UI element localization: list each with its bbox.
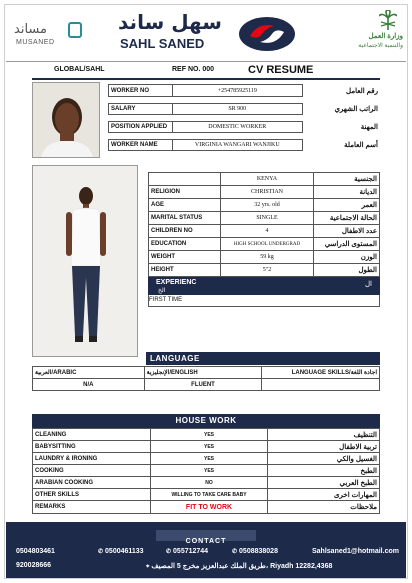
fullbody-photo [32,165,138,357]
detail-value: KENYA [220,173,314,186]
housework-label: REMARKS [33,501,151,514]
table-row [109,122,381,133]
info-value: +254785925119 [172,85,302,97]
topbar [32,64,380,78]
table-row [33,465,380,477]
housework-label-ar: الطبخ العربي [268,477,380,489]
portrait-photo [32,82,100,158]
language-grid [32,366,380,391]
agency-label: GLOBAL/SAHL [54,66,105,73]
detail-label-ar: عدد الاطفال [314,225,380,238]
housework-value: NO [150,477,268,489]
experience-label-ar: الخ [158,288,166,294]
table-row [33,379,380,391]
housework-label: OTHER SKILLS [33,489,151,501]
detail-label: EDUCATION [149,238,221,251]
detail-value: CHRISTIAN [220,186,314,199]
language-value-english: FLUENT [144,379,262,391]
detail-value: 32 yrs. old [220,199,314,212]
musaned-logo-en: MUSANED [16,39,55,46]
brand-ar: سهل ساند [118,10,222,34]
contact-phone-4 [232,548,278,555]
housework-label-ar: الغسيل والكي [268,453,380,465]
contact-phone-1 [16,548,55,555]
location-icon: ⌖ [146,564,150,570]
address-text: طريق الملك عبدالعزيز مخرج 5 المصيف، Riyadh 12282,4368 [151,563,333,570]
detail-value: 4 [220,225,314,238]
page-title: CV RESUME [248,64,314,76]
details-grid [148,172,380,277]
detail-label-ar: الجنسية [314,173,380,186]
phone-number: 055712744 [173,548,209,555]
experience-label: EXPERIENC [156,279,197,286]
experience-value: FIRST TIME [149,297,183,303]
housework-grid [32,428,380,514]
experience-value-box [148,295,380,307]
brand-en: SAHL SANED [120,36,205,51]
table-row [149,186,380,199]
detail-label: HEIGHT [149,264,221,277]
info-grid [108,84,380,97]
contact-phone-2 [98,548,144,555]
housework-remarks-value: FIT TO WORK [150,501,268,514]
info-label-ar: الراتب الشهري [334,106,378,113]
housework-label: LAUNDRY & IRONING [33,453,151,465]
phone-icon: ✆ [166,549,172,555]
housework-label-ar: الطبخ [268,465,380,477]
language-value-arabic: N/A [33,379,145,391]
table-row [33,477,380,489]
housework-label: BABYSITTING [33,441,151,453]
header-divider [6,61,406,62]
housework-label: ARABIAN COOKING [33,477,151,489]
ministry-logo [341,10,405,54]
housework-label-ar: تربية الاطفال [268,441,380,453]
detail-label-ar: العمر [314,199,380,212]
contact-title-box [156,530,256,545]
info-value: DOMESTIC WORKER [172,122,302,133]
phone-icon: ✆ [232,549,238,555]
info-label-ar: المهنة [360,124,378,131]
info-label-ar: أسم العاملة [344,142,378,149]
detail-label: WEIGHT [149,251,221,264]
housework-label: CLEANING [33,429,151,441]
table-row [109,85,381,97]
ministry-name-1: وزارة العمل [368,33,403,40]
contact-phone-5 [16,562,51,569]
contact-phone-3 [166,548,208,555]
info-grid [108,139,380,151]
contact-footer [6,522,406,578]
language-col-arabic: العربية/ARABIC [33,367,145,379]
language-table [32,366,380,391]
table-row [149,251,380,264]
table-row [33,367,380,379]
language-header [146,352,380,365]
musaned-logo [14,20,84,50]
contact-email[interactable] [312,548,399,555]
info-label: POSITION APPLIED [109,122,173,133]
phone-number: 0500461133 [105,548,144,555]
language-col-english: الإنجليزية/ENGLISH [144,367,262,379]
housework-label-ar: المهارات اخرى [268,489,380,501]
housework-table [32,428,380,514]
detail-label-ar: الطول [314,264,380,277]
table-row [149,225,380,238]
language-col-skills: LANGUAGE SKILLS/اجادة اللغة [262,367,380,379]
info-label-ar: رقم العامل [346,87,378,95]
info-value: VIRGINIA WANGARI WANJIKU [172,140,302,151]
phone-number: 0504803461 [16,548,55,555]
phone-number: 920028666 [16,562,52,569]
email-address[interactable]: Sahlsaned1@hotmail.com [312,548,399,555]
detail-value: HIGH SCHOOL UNDERGRAD [220,238,314,251]
detail-label-ar: الوزن [314,251,380,264]
contact-address [146,562,332,571]
table-row [149,264,380,277]
detail-value: 5"2 [220,264,314,277]
header [6,6,406,56]
details-table [148,172,380,307]
detail-label-ar: الديانة [314,186,380,199]
detail-label: AGE [149,199,221,212]
detail-label-ar: المستوى الدراسي [314,238,380,251]
detail-label-ar: الحالة الاجتماعية [314,212,380,225]
info-label: WORKER NO [109,85,173,97]
contact-title: CONTACT [185,538,227,545]
topbar-underline [32,78,380,80]
table-row [109,104,381,115]
info-label: SALARY [109,104,173,115]
table-row [149,199,380,212]
detail-label: RELIGION [149,186,221,199]
sahl-saned-logo-icon [238,14,296,54]
table-row [149,238,380,251]
table-row [149,173,380,186]
housework-value: WILLING TO TAKE CARE BABY [150,489,268,501]
detail-label: CHILDREN NO [149,225,221,238]
detail-value: SINGLE [220,212,314,225]
housework-label: COOKING [33,465,151,477]
table-row [33,453,380,465]
info-grid [108,121,380,133]
housework-value: YES [150,441,268,453]
housework-label-ar: التنظيف [268,429,380,441]
language-title: LANGUAGE [150,354,200,363]
info-table [108,84,380,151]
ministry-name-2: والتنمية الاجتماعية [358,43,403,49]
table-row [33,489,380,501]
phone-number: 0508838028 [239,548,278,555]
table-row [149,212,380,225]
experience-header [148,277,380,295]
table-row [33,429,380,441]
language-value-skills [262,379,380,391]
housework-value: YES [150,429,268,441]
experience-label-ar-right: ال [364,281,372,288]
info-value: SR 900 [172,104,302,115]
table-row [33,501,380,514]
phone-icon: ✆ [98,549,104,555]
detail-label [149,173,221,186]
info-label: WORKER NAME [109,140,173,151]
housework-label-ar: ملاحظات [268,501,380,514]
palm-emblem-icon [379,10,397,30]
table-row [109,140,381,151]
musaned-logo-ar: مساند [14,22,47,37]
housework-value: YES [150,465,268,477]
musaned-logo-icon [68,22,82,38]
housework-value: YES [150,453,268,465]
detail-label: MARITAL STATUS [149,212,221,225]
housework-title: HOUSE WORK [175,416,237,425]
table-row [33,441,380,453]
ref-number: REF NO. 000 [172,66,215,73]
info-grid [108,103,380,115]
detail-value: 59 kg [220,251,314,264]
housework-header [32,414,380,428]
